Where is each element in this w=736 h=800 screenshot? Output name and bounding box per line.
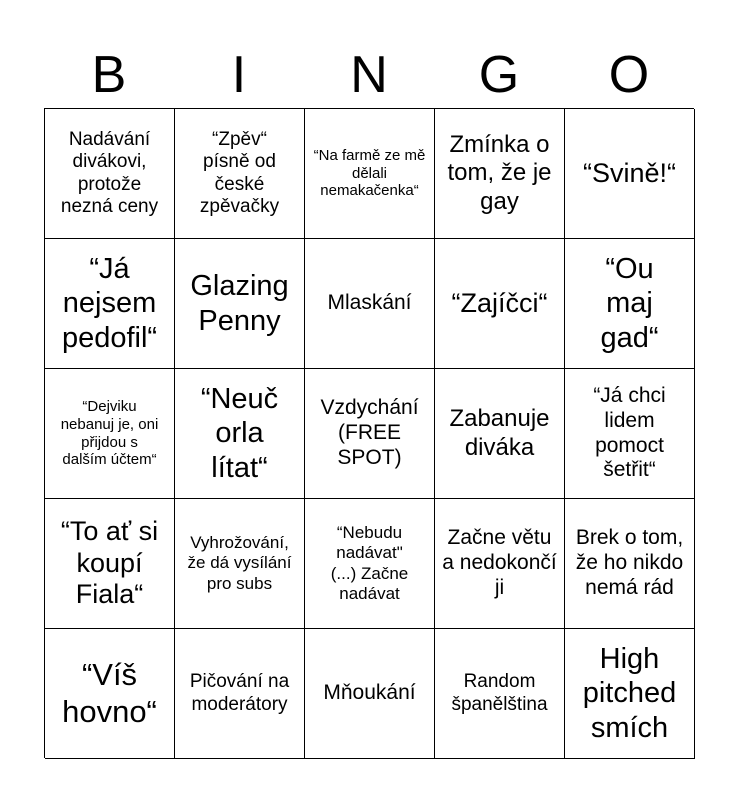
bingo-cell-r3c1[interactable]: “Dejviku nebanuj je, oni přijdou s dalším účtem“ (45, 369, 175, 499)
bingo-cell-r4c4[interactable]: Začne větu a nedokončí ji (435, 499, 565, 629)
bingo-cell-r1c5[interactable]: “Svině!“ (565, 109, 695, 239)
bingo-cell-r4c2[interactable]: Vyhrožování, že dá vysílání pro subs (175, 499, 305, 629)
bingo-cell-r1c1[interactable]: Nadávání divákovi, protože nezná ceny (45, 109, 175, 239)
bingo-cell-r1c4[interactable]: Zmínka o tom, že je gay (435, 109, 565, 239)
bingo-cell-r5c2[interactable]: Pičování na moderátory (175, 629, 305, 759)
bingo-cell-r5c1[interactable]: “Víš hovno“ (45, 629, 175, 759)
bingo-cell-r2c4[interactable]: “Zajíčci“ (435, 239, 565, 369)
bingo-cell-r3c2[interactable]: “Neuč orla lítat“ (175, 369, 305, 499)
header-letter-i: I (231, 46, 247, 104)
bingo-cell-r1c2[interactable]: “Zpěv“ písně od české zpěvačky (175, 109, 305, 239)
bingo-header (44, 44, 694, 106)
header-letter-b: B (91, 46, 127, 104)
bingo-cell-r5c3[interactable]: Mňoukání (305, 629, 435, 759)
bingo-cell-r2c2[interactable]: Glazing Penny (175, 239, 305, 369)
bingo-grid (44, 108, 694, 758)
bingo-cell-r1c3[interactable]: “Na farmě ze mě dělali nemakačenka“ (305, 109, 435, 239)
bingo-cell-r2c5[interactable]: “Ou maj gad“ (565, 239, 695, 369)
header-letter-o: O (608, 46, 650, 104)
bingo-cell-r4c5[interactable]: Brek o tom, že ho nikdo nemá rád (565, 499, 695, 629)
bingo-cell-r5c4[interactable]: Random španělština (435, 629, 565, 759)
bingo-cell-r4c1[interactable]: “To ať si koupí Fiala“ (45, 499, 175, 629)
bingo-cell-r2c3[interactable]: Mlaskání (305, 239, 435, 369)
bingo-cell-r4c3[interactable]: “Nebudu nadávat" (...) Začne nadávat (305, 499, 435, 629)
bingo-cell-r3c3[interactable]: Vzdychání (FREE SPOT) (305, 369, 435, 499)
bingo-cell-r3c4[interactable]: Zabanuje diváka (435, 369, 565, 499)
bingo-cell-r3c5[interactable]: “Já chci lidem pomoct šetřit“ (565, 369, 695, 499)
header-letter-n: N (350, 46, 388, 104)
header-letter-g: G (478, 46, 520, 104)
bingo-cell-r5c5[interactable]: High pitched smích (565, 629, 695, 759)
bingo-cell-r2c1[interactable]: “Já nejsem pedofil“ (45, 239, 175, 369)
